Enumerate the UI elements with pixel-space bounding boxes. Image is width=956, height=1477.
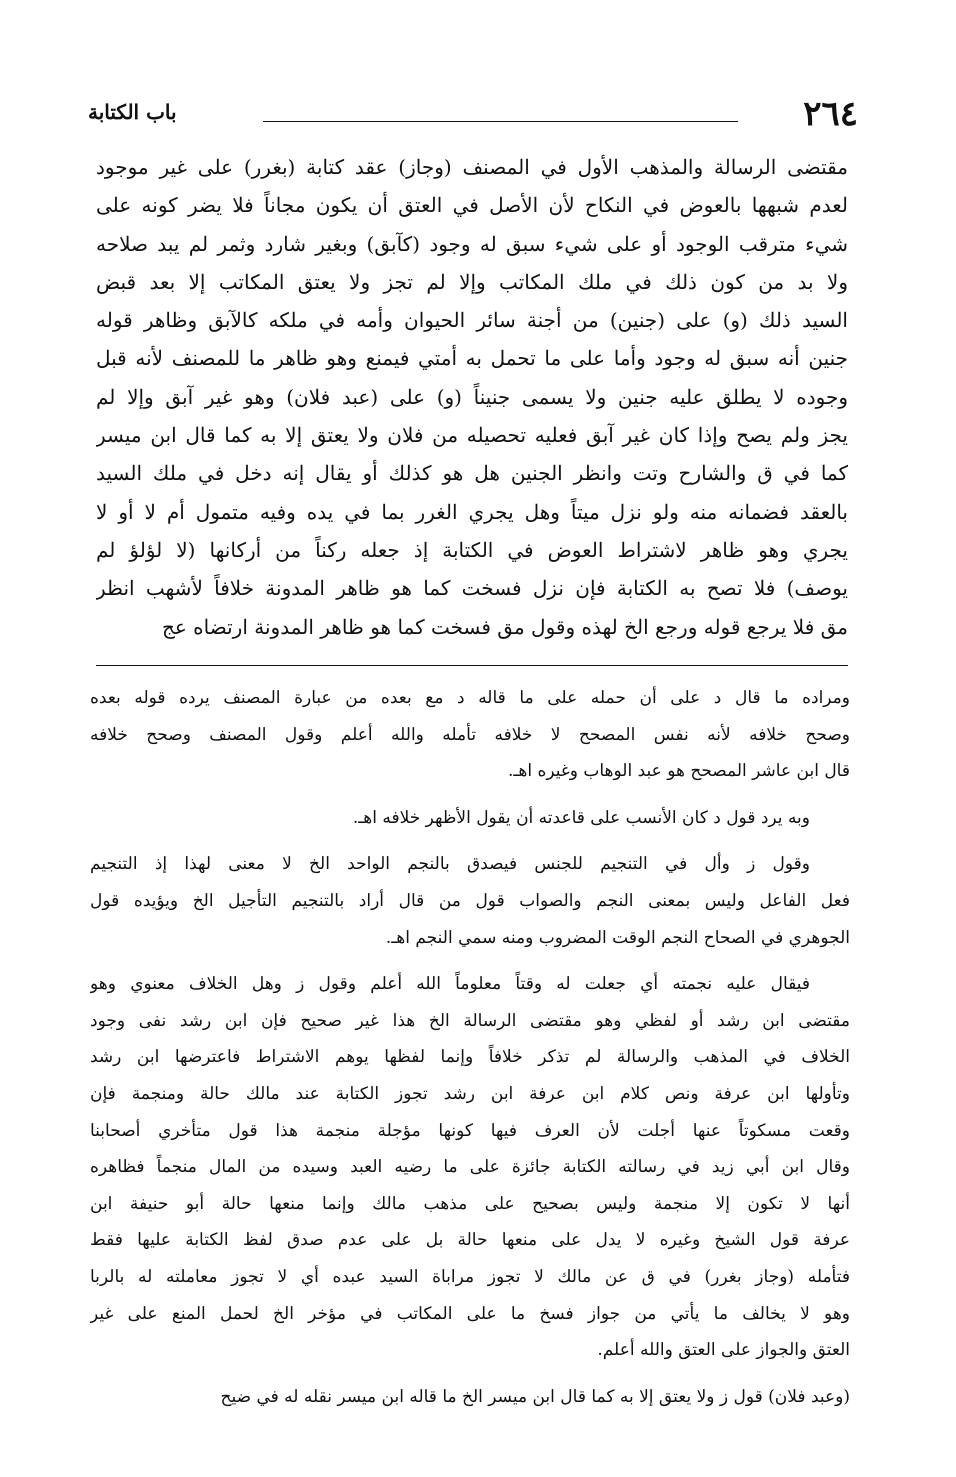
- main-text-line: السيد ذلك (و) على (جنين) من أجنة سائر الحيوان وأمه في ملكه كالآبق وظاهر قوله: [96, 308, 848, 333]
- main-text-line: جنين أنه سبق له وجود وأما على ما تحمل به أمتي فيمنع وهو ظاهر ما للمصنف لأنه قبل: [96, 346, 848, 371]
- note-paragraph: [90, 680, 850, 790]
- main-text-line: مق فلا يرجع قوله ورجع الخ لهذه وقول مق فسخت كما هو ظاهر المدونة ارتضاه عج: [161, 614, 848, 639]
- note-line: مقتضى ابن رشد أو لفظي وهو مقتضى الرسالة الخ هذا غير صحيح فإن ابن رشد نفى وجود: [90, 1010, 850, 1031]
- note-line: وبه يرد قول د كان الأنسب على قاعدته أن يقول الأظهر خلافه اهـ.: [352, 807, 810, 828]
- note-line: قال ابن عاشر المصحح هو عبد الوهاب وغيره اهـ.: [507, 761, 850, 782]
- note-paragraph: [90, 966, 850, 1369]
- note-line: الخلاف في المذهب والرسالة لم تذكر خلافاً وإنما لفظها يوهم الاشتراط فاعترضها ابن رشد: [90, 1047, 850, 1068]
- main-text-line: يجز ولم يصح وإذا كان غير آبق فعليه تحصيله من فلان ولا يعتق إلا به كما قال ابن ميسر: [96, 423, 848, 448]
- note-line: وتأولها ابن عرفة ونص كلام ابن عرفة ابن رشد تجوز الكتابة عند مالك حالة ومنجمة فإن: [90, 1083, 850, 1104]
- main-text: [96, 148, 848, 646]
- note-paragraph: [90, 846, 850, 956]
- header-rule: [263, 121, 738, 122]
- note-line: فعل الفاعل وليس بمعنى النجم والصواب قول من قال أراد بالتنجيم التأجيل الخ ويؤيده قول: [90, 890, 850, 911]
- main-text-line: ولا بد من كون ذلك في ملك المكاتب وإلا لم تجز ولا يعتق المكاتب إلا بعد قبض: [96, 269, 848, 294]
- note-line: عرفة قول الشيخ وغيره لا يدل على منعها حالة بل على عدم صدق لفظ الكتابة عليها فقط: [90, 1230, 850, 1251]
- main-text-line: لعدم شبهها بالعوض في النكاح لأن الأصل في العتق أن يكون مجاناً فلا يضر كونه على: [96, 193, 848, 218]
- main-text-line: بالعقد فضمانه منه ولو نزل ميتاً وهل يجري الغرر بما في يده وفيه متمول أم لا أو لا: [96, 499, 848, 524]
- note-line: العتق والجواز على العتق والله أعلم.: [597, 1340, 850, 1361]
- note-line: وصحح خلافه لأنه نفس المصحح لا خلافه تأمله والله أعلم وقول المصنف وصحح خلافه: [90, 724, 850, 745]
- main-text-line: يجري وهو ظاهر لاشتراط العوض في الكتابة إذ جعله ركناً من أركانها (لا لؤلؤ لم: [96, 537, 848, 562]
- main-text-line: يوصف) فلا تصح به الكتابة فإن نزل فسخت كما هو ظاهر المدونة خلافاً لأشهب انظر: [96, 576, 848, 601]
- note-line: وقول ز وأل في التنجيم للجنس فيصدق بالنجم الواحد الخ لا معنى لهذا إذ التنجيم: [90, 854, 810, 875]
- page-number: ٢٦٤: [803, 94, 858, 134]
- note-line: (وعبد فلان) قول ز ولا يعتق إلا به كما قال ابن ميسر الخ ما قاله ابن ميسر نقله له في ضيح: [220, 1386, 850, 1407]
- note-line: فتأمله (وجاز بغرر) في ق عن مالك لا تجوز مراباة السيد عبده أي لا تجوز معاملته له بالربا: [90, 1266, 850, 1287]
- note-line: وقال ابن أبي زيد في رسالته الكتابة جائزة على ما رضيه العبد وسيده من المال منجماً فظاهره: [90, 1157, 850, 1178]
- note-line: ومراده ما قال د على أن حمله على ما قاله د مع بعده من عبارة المصنف يرده قوله بعده: [90, 688, 850, 708]
- note-line: أنها لا تكون إلا منجمة وليس بصحيح على مذهب مالك وإنما منعها حالة أبو حنيفة ابن: [90, 1193, 850, 1214]
- note-line: وهو لا يخالف ما يأتي من جواز فسخ ما على المكاتب في مؤخر الخ لحمل المنع على غير: [90, 1303, 850, 1324]
- chapter-title: باب الكتابة: [88, 100, 177, 124]
- main-text-line: كما في ق والشارح وتت وانظر الجنين هل هو كذلك أو يقال إنه دخل في ملك السيد: [96, 461, 848, 486]
- note-paragraph: [90, 800, 850, 837]
- page-header: [88, 86, 858, 134]
- note-line: وقعت مسكوتاً عنها أجلت لأن العرف فيها كونها مؤجلة منجمة هذا قول متأخري أصحابنا: [90, 1120, 850, 1141]
- main-text-line: مقتضى الرسالة والمذهب الأول في المصنف (وجاز) عقد كتابة (بغرر) على غير موجود: [96, 155, 848, 179]
- note-paragraph: [90, 1379, 850, 1416]
- main-text-line: وجوده لا يطلق عليه جنين ولا يسمى جنيناً (و) على (عبد فلان) وهو غير آبق وإلا لم: [96, 384, 848, 409]
- footnote-separator: [96, 665, 848, 666]
- note-line: الجوهري في الصحاح النجم الوقت المضروب ومنه سمي النجم اهـ.: [385, 927, 850, 948]
- note-line: فيقال عليه نجمته أي جعلت له وقتاً معلوماً الله أعلم وقول ز وهل الخلاف معنوي وهو: [90, 974, 810, 995]
- main-text-line: شيء مترقب الوجود أو على شيء سبق له وجود (كآبق) وبغير شارد وثمر لم يبد صلاحه: [96, 231, 848, 256]
- commentary-notes: [90, 680, 850, 1425]
